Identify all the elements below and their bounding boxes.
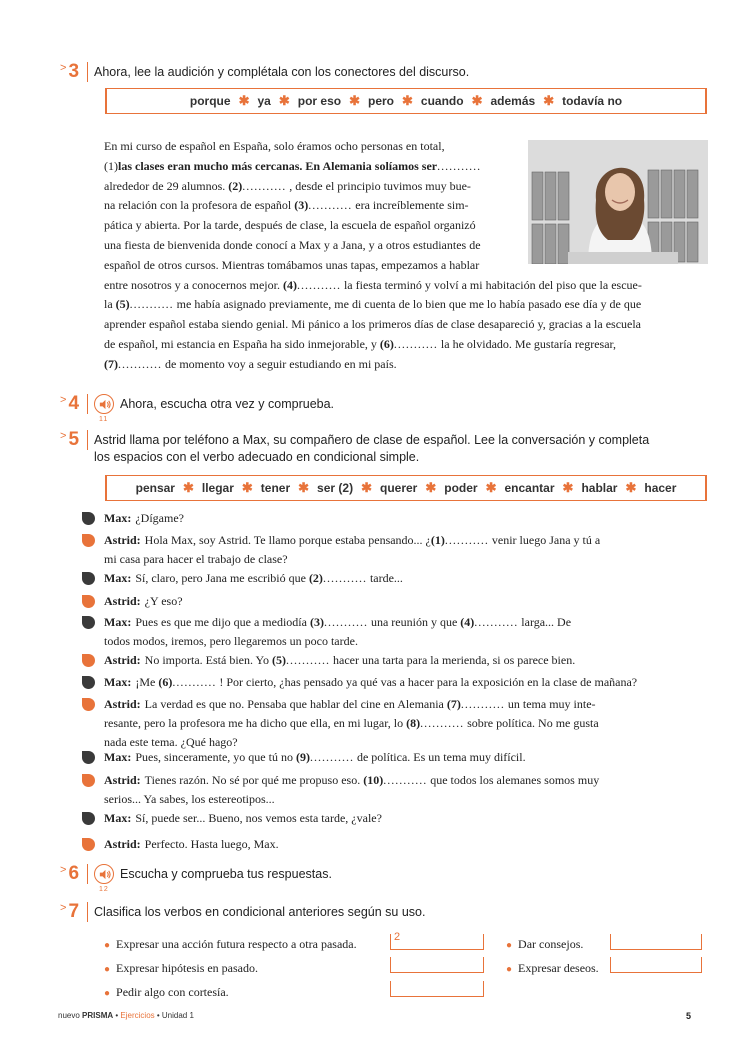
dialogue-turn [104,695,704,752]
text-segment: La verdad es que no. Pensaba que hablar del cine en Alemania [144,697,447,711]
turn-body [104,569,403,588]
text-segment: Sí, claro, pero Jana me escribió que [135,571,309,585]
asterisk-icon: ✱ [238,93,250,108]
text-segment: de español, mi estancia en España ha sido inmejorable, y [104,337,380,351]
answer-box[interactable] [610,957,702,973]
speaker-name: Max: [104,615,132,629]
gap-number: (4) [282,277,297,292]
text-segment: la he olvidado. Me gustaría regresar, [440,337,617,351]
turn-line [104,632,571,651]
text-segment: larga... De [521,615,572,629]
student-photo [528,140,708,264]
blank-line[interactable]: ........... [474,615,519,629]
speaker-name: Astrid: [104,773,141,787]
classification-item [104,984,229,1002]
speaker-name: Astrid: [104,697,141,711]
dialogue-turn [104,651,704,670]
brand: PRISMA [82,1011,114,1020]
item-label: Expresar deseos. [518,961,599,975]
turn-line [104,695,599,714]
gap-number: (8) [406,716,421,730]
speech-bubble-icon [82,751,95,764]
dialogue-turn [104,592,704,611]
text-segment: mi casa para hacer el trabajo de clase? [104,552,288,566]
item-label: Pedir algo con cortesía. [116,985,229,999]
turn-line [104,592,183,611]
turn-body [104,695,599,752]
speaker-icon [98,868,111,881]
gap-number: (3) [309,615,324,629]
dialogue-turn [104,673,704,692]
speech-bubble-icon [82,812,95,825]
blank-line[interactable]: ........... [309,750,354,764]
text-segment: alrededor de 29 alumnos. [104,178,229,193]
speaker-name: Astrid: [104,533,141,547]
bullet-icon: ● [506,940,513,951]
text-segment: Sí, puede ser... Bueno, nos vemos esta tarde, ¿vale? [135,811,382,825]
track-number: 11 [99,416,109,423]
turn-body [104,809,382,828]
word-option: tener [260,481,291,495]
speech-bubble-icon [82,838,95,851]
gap-number: (5) [272,653,287,667]
blank-line[interactable]: ........... [172,675,217,689]
text-segment: Perfecto. Hasta luego, Max. [144,837,279,851]
blank-line[interactable]: ........... [437,158,482,173]
speech-bubble-icon [82,572,95,585]
text-segment: nada este tema. ¿Qué hago? [104,735,238,749]
blank-line[interactable]: ........... [308,198,353,213]
text-segment: la [104,297,116,312]
gap-number: (9) [295,750,310,764]
turn-line [104,673,637,692]
text-segment: ! Por cierto, ¿has pensado ya qué vas a hacer para la exposición en la clase de mañana? [219,675,638,689]
blank-line[interactable]: ........... [129,297,174,312]
turn-body [104,531,600,569]
text-segment: una reunión y que [370,615,461,629]
speaker-icon [98,398,111,411]
item-label: Dar consejos. [518,937,584,951]
gap-number: (2) [308,571,323,585]
text-segment: la fiesta terminó y volví a mi habitación del piso que la escue- [343,277,642,292]
text-line: español de otros cursos. Mientras tomábamos unas tapas, empezamos a hablar [104,257,480,272]
turn-line [104,771,599,790]
turn-body [104,771,599,809]
bullet-icon: ● [104,964,111,975]
classification-item [506,960,599,978]
exercise-7-header [60,902,425,922]
answer-value: 2 [394,931,401,943]
exercise-number: 6 [68,864,88,884]
text-segment: de momento voy a seguir estudiando en mi país. [165,356,397,371]
text-line: una fiesta de bienvenida donde conocí a Max y a Jana, y a otros estudiantes de [104,238,481,252]
book-name: Ejercicios [120,1011,155,1020]
classification-item [506,936,583,954]
speech-bubble-icon [82,512,95,525]
exercise-number: 3 [68,62,88,82]
speech-bubble-icon [82,774,95,787]
dialogue-turn [104,771,704,809]
speaker-name: Astrid: [104,594,141,608]
text-segment: era increíblemente sim- [355,198,469,213]
exercise-title-line-2: los espacios con el verbo adecuado en condicional simple. [94,450,420,464]
audio-track-icon[interactable] [94,394,114,423]
word-option: pensar [135,481,175,495]
blank-line[interactable]: ........... [323,615,368,629]
speaker-name: Max: [104,571,132,585]
audio-track-icon[interactable] [94,864,114,893]
answer-box[interactable] [390,931,484,950]
blank-line[interactable]: ........... [242,178,287,193]
text-segment: (1) [104,158,118,173]
text-segment: entre nosotros y a conocernos mejor. [104,277,283,292]
text-segment: ¿Dígame? [135,511,184,525]
asterisk-icon: ✱ [485,480,497,495]
text-segment: me había asignado previamente, me di cuenta de lo bien que me lo había pasado ese día y de que [176,297,642,312]
word-option: todavía no [562,94,623,108]
asterisk-icon: ✱ [361,480,372,495]
exercise-marker: > [60,902,67,914]
asterisk-icon: ✱ [241,480,253,495]
gap-number: (10) [363,773,384,787]
dialogue-turn [104,509,704,528]
classification-item [104,960,258,978]
exercise-title [94,430,649,466]
blank-line[interactable]: ........... [383,773,428,787]
dialogue-turn [104,748,704,767]
text-segment: No importa. Está bien. Yo [144,653,273,667]
text-segment: ¡Me [135,675,159,689]
asterisk-icon: ✱ [425,480,437,495]
word-bank-connectors [105,88,707,114]
text-segment: de política. Es un tema muy difícil. [356,750,526,764]
brand-prefix: nuevo [58,1011,80,1020]
bullet-icon: ● [104,940,111,951]
text-segment: serios... Ya sabes, los estereotipos... [104,792,275,806]
blank-line[interactable]: ........... [286,653,331,667]
turn-body [104,592,183,611]
answer-box[interactable] [390,957,484,973]
text-segment: , desde el principio tuvimos muy bue- [289,178,471,193]
word-option: hablar [581,481,618,495]
speaker-name: Astrid: [104,653,141,667]
exercise-title: Escucha y comprueba tus respuestas. [120,867,332,881]
exercise-title: Clasifica los verbos en condicional anteriores según su uso. [94,905,426,919]
item-label: Expresar una acción futura respecto a otra pasada. [116,937,357,951]
blank-line[interactable]: ........... [118,356,162,371]
word-option: ser (2) [317,481,354,495]
gap-number: (4) [460,615,475,629]
word-option: cuando [420,94,464,108]
word-option: hacer [644,481,677,495]
text-line [104,355,704,375]
turn-body [104,651,575,670]
unit-label: Unidad 1 [161,1011,194,1020]
gap-number: (3) [294,198,309,213]
exercise-marker: > [60,62,67,74]
text-segment: resante, pero la profesora me ha dicho que ella, en mi lugar, lo [104,716,407,730]
speech-bubble-icon [82,534,95,547]
exercise-title: Ahora, escucha otra vez y comprueba. [120,397,335,411]
word-bank-verbs [105,475,707,501]
asterisk-icon: ✱ [625,480,637,495]
text-segment: na relación con la profesora de español [104,198,295,213]
speech-bubble-icon [82,595,95,608]
speaker-name: Max: [104,750,132,764]
answer-box[interactable] [390,981,484,997]
exercise-marker: > [60,430,67,442]
bullet-icon: ● [506,964,513,975]
turn-line [104,550,600,569]
asterisk-icon: ✱ [471,93,483,108]
text-segment: venir luego Jana y tú a [491,533,601,547]
turn-line [104,569,403,588]
turn-line [104,651,575,670]
turn-line [104,531,600,550]
blank-line[interactable]: ........... [296,277,341,292]
text-line [104,196,514,216]
gap-number: (6) [379,337,394,351]
blank-line[interactable]: ........... [322,571,367,585]
text-segment: un tema muy inte- [507,697,596,711]
exercise-number: 5 [68,430,88,450]
asterisk-icon: ✱ [543,93,555,108]
text-segment: Pues, sinceramente, yo que tú no [135,750,296,764]
exercise-title-line-1: Astrid llama por teléfono a Max, su compañero de clase de español. Lee la conversación y completa [94,433,650,447]
turn-line [104,613,571,632]
exercise-4-header [60,393,335,423]
speaker-name: Max: [104,511,132,525]
word-option: además [490,94,536,108]
word-option: porque [189,94,231,108]
text-line [104,276,704,296]
text-line [104,295,704,315]
dialogue-turn [104,835,704,854]
footer: nuevo PRISMA • Ejercicios • Unidad 1 [58,1011,194,1020]
exercise-3-header [60,62,469,82]
text-line [104,177,514,197]
speaker-name: Astrid: [104,837,141,851]
blank-line[interactable]: ........... [460,697,505,711]
asterisk-icon: ✱ [349,93,360,108]
dialogue-turn [104,613,704,651]
gap-number: (6) [158,675,173,689]
text-segment: Pues es que me dijo que a mediodía [135,615,310,629]
text-segment: Hola Max, soy Astrid. Te llamo porque estaba pensando... ¿ [144,533,431,547]
text-line: aprender español estaba siendo genial. Mi pánico a los primeros días de clase desapareció y, gracias a la escuela [104,317,641,332]
word-option: poder [444,481,478,495]
word-option: pero [367,94,394,108]
turn-line [104,714,599,733]
gap-number: (1) [430,533,445,547]
asterisk-icon: ✱ [278,93,290,108]
turn-line [104,809,382,828]
turn-line [104,748,526,767]
dialogue-turn [104,531,704,569]
gap-number: las clases eran mucho más cercanas. En Alemania solíamos ser [118,158,438,173]
text-line: pática y abierta. Por la tarde, después de clase, la escuela de español organizó [104,218,476,233]
speech-bubble-icon [82,616,95,629]
exercise-number: 4 [68,394,88,414]
speech-bubble-icon [82,676,95,689]
exercise-5-header [60,430,649,466]
dialogue-turn [104,569,704,588]
exercise-number: 7 [68,902,88,922]
blank-line[interactable]: ........... [444,533,489,547]
text-segment: Tienes razón. No sé por qué me propuso eso. [144,773,364,787]
word-option: encantar [504,481,555,495]
text-segment: sobre política. No me gusta [467,716,599,730]
gap-number: (5) [115,297,130,312]
blank-line[interactable]: ........... [393,337,438,351]
dialogue-turn [104,809,704,828]
exercise-title: Ahora, lee la audición y complétala con los conectores del discurso. [94,65,470,79]
text-segment: ¿Y eso? [144,594,183,608]
speaker-name: Max: [104,675,132,689]
word-option: por eso [297,94,342,108]
gap-number: (7) [446,697,461,711]
track-number: 12 [99,886,109,893]
turn-body [104,673,637,692]
text-line [104,335,704,355]
turn-body [104,748,526,767]
asterisk-icon: ✱ [562,480,574,495]
page-number: 5 [686,1011,692,1021]
speaker-name: Max: [104,811,132,825]
turn-line [104,790,599,809]
text-segment: tarde... [369,571,403,585]
turn-line [104,509,184,528]
text-segment: hacer una tarta para la merienda, si os parece bien. [333,653,576,667]
turn-body [104,835,279,854]
item-label: Expresar hipótesis en pasado. [116,961,259,975]
turn-body [104,509,184,528]
asterisk-icon: ✱ [402,93,413,108]
speech-bubble-icon [82,698,95,711]
answer-box[interactable] [610,934,702,950]
bullet-icon: ● [104,988,111,999]
turn-body [104,613,571,651]
speech-bubble-icon [82,654,95,667]
exercise-6-header [60,863,332,893]
blank-line[interactable]: ........... [420,716,465,730]
asterisk-icon: ✱ [182,480,194,495]
text-line: En mi curso de español en España, solo éramos ocho personas en total, [104,139,445,153]
turn-line [104,835,279,854]
asterisk-icon: ✱ [298,480,310,495]
exercise-marker: > [60,394,67,406]
word-option: llegar [201,481,234,495]
gap-number: (7) [104,356,118,371]
text-segment: que todos los alemanes somos muy [430,773,600,787]
exercise-marker: > [60,864,67,876]
text-line [104,157,514,177]
gap-number: (2) [228,178,243,193]
word-option: querer [379,481,418,495]
classification-item [104,936,357,954]
text-segment: todos modos, iremos, pero llegaremos un poco tarde. [104,634,358,648]
word-option: ya [257,94,271,108]
